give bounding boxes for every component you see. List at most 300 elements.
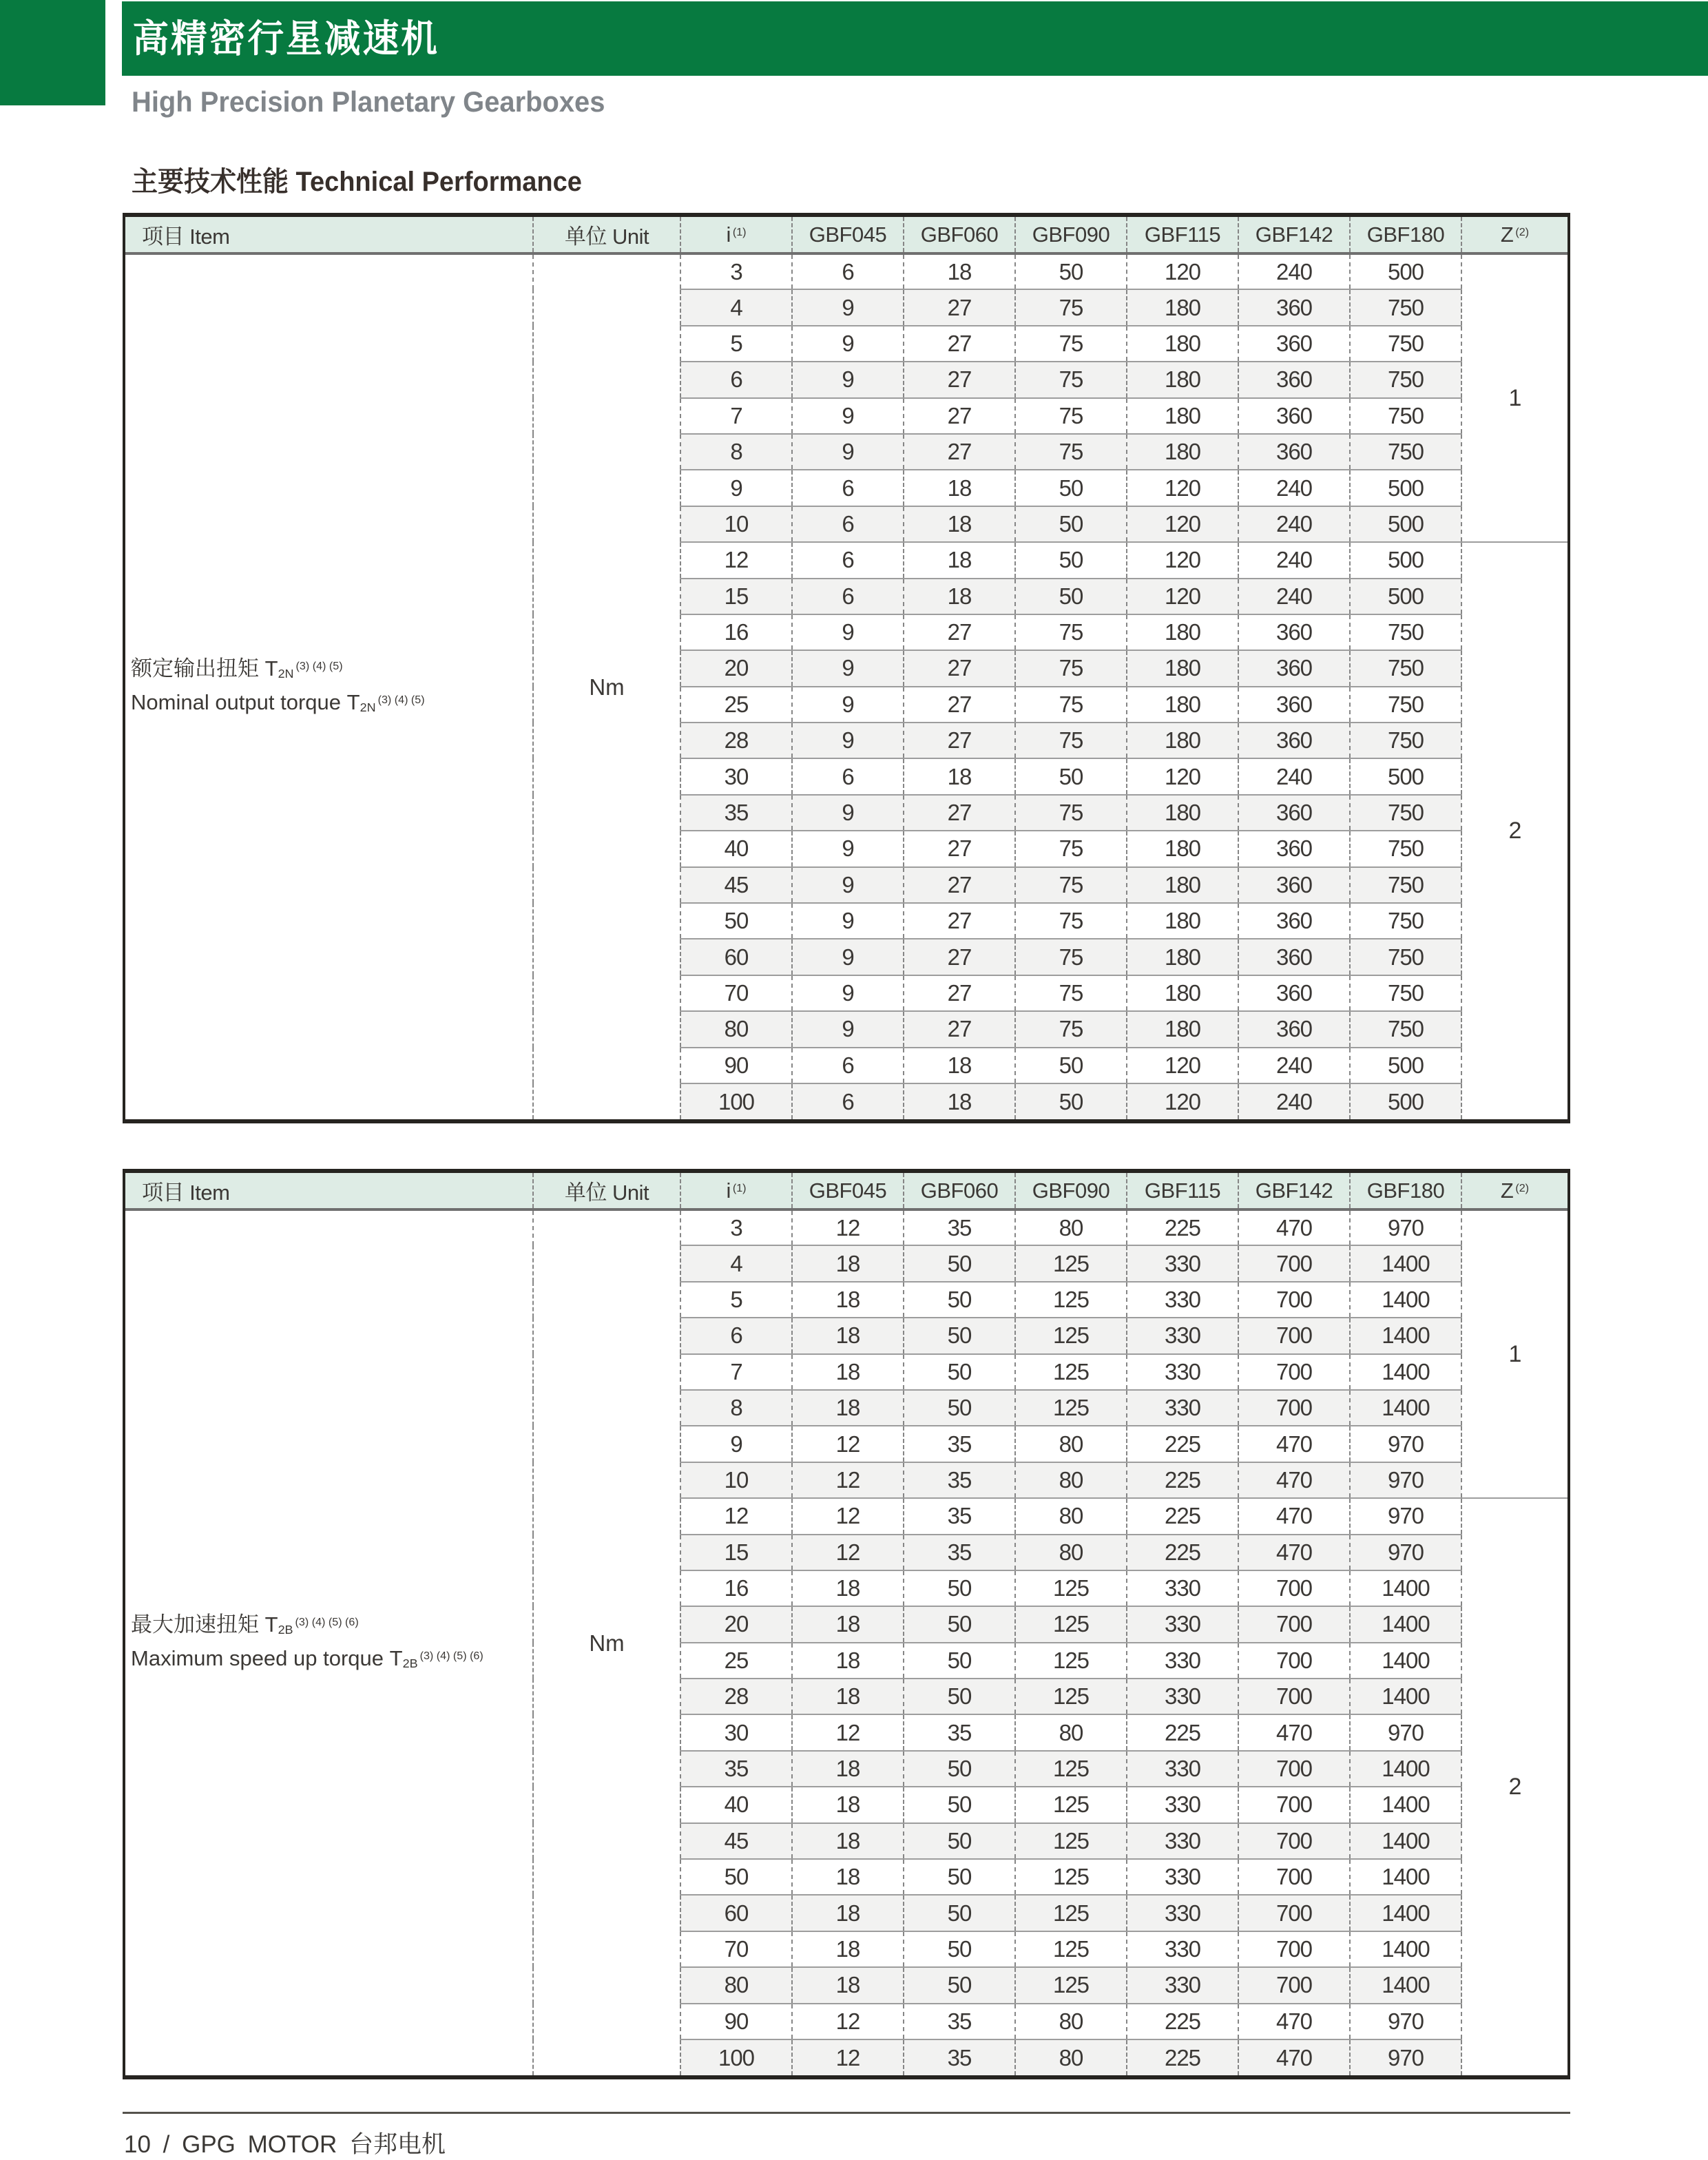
value-cell: 18 (792, 1751, 904, 1787)
ratio-cell: 9 (680, 1426, 792, 1462)
ratio-cell: 45 (680, 867, 792, 903)
value-cell: 18 (792, 1931, 904, 1967)
ratio-cell: 80 (680, 1967, 792, 2003)
green-accent-square (0, 0, 105, 105)
value-cell: 970 (1350, 1209, 1461, 1245)
value-cell: 27 (904, 687, 1015, 723)
value-cell: 18 (792, 1390, 904, 1426)
value-cell: 75 (1015, 939, 1127, 975)
value-cell: 12 (792, 2004, 904, 2039)
ratio-cell: 35 (680, 795, 792, 831)
value-cell: 125 (1015, 1282, 1127, 1318)
value-cell: 6 (792, 758, 904, 794)
value-cell: 18 (792, 1606, 904, 1642)
value-cell: 500 (1350, 506, 1461, 542)
col-header-model: GBF045 (792, 217, 904, 253)
value-cell: 500 (1350, 253, 1461, 289)
value-cell: 225 (1127, 1498, 1238, 1534)
value-cell: 50 (904, 1354, 1015, 1390)
value-cell: 50 (904, 1823, 1015, 1859)
value-cell: 18 (904, 542, 1015, 578)
value-cell: 470 (1238, 1209, 1350, 1245)
value-cell: 50 (904, 1931, 1015, 1967)
value-cell: 700 (1238, 1859, 1350, 1895)
value-cell: 750 (1350, 398, 1461, 434)
value-cell: 50 (904, 1318, 1015, 1353)
col-header-stages: Z $^{(2)}$ (1461, 1173, 1568, 1209)
value-cell: 80 (1015, 2004, 1127, 2039)
value-cell: 1400 (1350, 1245, 1461, 1281)
ratio-cell: 70 (680, 1931, 792, 1967)
value-cell: 50 (904, 1751, 1015, 1787)
value-cell: 120 (1127, 1083, 1238, 1119)
value-cell: 700 (1238, 1318, 1350, 1353)
value-cell: 970 (1350, 2039, 1461, 2075)
value-cell: 120 (1127, 758, 1238, 794)
value-cell: 75 (1015, 650, 1127, 686)
value-cell: 27 (904, 398, 1015, 434)
value-cell: 50 (1015, 470, 1127, 506)
value-cell: 360 (1238, 867, 1350, 903)
value-cell: 120 (1127, 1048, 1238, 1083)
col-header-model: GBF090 (1015, 1173, 1127, 1209)
value-cell: 750 (1350, 1011, 1461, 1047)
value-cell: 225 (1127, 2039, 1238, 2075)
footer-page-label: 10 / GPG MOTOR 台邦电机 (124, 2131, 446, 2158)
value-cell: 18 (904, 253, 1015, 289)
value-cell: 6 (792, 542, 904, 578)
value-cell: 9 (792, 723, 904, 758)
value-cell: 75 (1015, 867, 1127, 903)
value-cell: 330 (1127, 1570, 1238, 1606)
unit-cell: Nm (533, 1209, 680, 2075)
value-cell: 125 (1015, 1859, 1127, 1895)
ratio-cell: 40 (680, 1787, 792, 1823)
value-cell: 330 (1127, 1787, 1238, 1823)
value-cell: 18 (792, 1787, 904, 1823)
value-cell: 500 (1350, 758, 1461, 794)
value-cell: 750 (1350, 362, 1461, 397)
col-header-model: GBF115 (1127, 217, 1238, 253)
value-cell: 360 (1238, 795, 1350, 831)
value-cell: 180 (1127, 289, 1238, 325)
ratio-cell: 25 (680, 1643, 792, 1679)
value-cell: 6 (792, 253, 904, 289)
value-cell: 80 (1015, 1426, 1127, 1462)
value-cell: 225 (1127, 2004, 1238, 2039)
value-cell: 700 (1238, 1354, 1350, 1390)
value-cell: 470 (1238, 1535, 1350, 1570)
value-cell: 500 (1350, 470, 1461, 506)
value-cell: 125 (1015, 1931, 1127, 1967)
value-cell: 18 (792, 1318, 904, 1353)
col-header-model: GBF115 (1127, 1173, 1238, 1209)
value-cell: 330 (1127, 1354, 1238, 1390)
value-cell: 180 (1127, 434, 1238, 470)
ratio-cell: 28 (680, 723, 792, 758)
value-cell: 35 (904, 1462, 1015, 1498)
value-cell: 1400 (1350, 1282, 1461, 1318)
value-cell: 1400 (1350, 1787, 1461, 1823)
value-cell: 12 (792, 1426, 904, 1462)
ratio-cell: 100 (680, 2039, 792, 2075)
value-cell: 9 (792, 650, 904, 686)
value-cell: 700 (1238, 1643, 1350, 1679)
value-cell: 750 (1350, 867, 1461, 903)
value-cell: 1400 (1350, 1823, 1461, 1859)
value-cell: 970 (1350, 1498, 1461, 1534)
value-cell: 470 (1238, 1426, 1350, 1462)
col-header-model: GBF180 (1350, 217, 1461, 253)
ratio-cell: 12 (680, 542, 792, 578)
value-cell: 470 (1238, 1462, 1350, 1498)
ratio-cell: 40 (680, 831, 792, 866)
value-cell: 470 (1238, 2039, 1350, 2075)
value-cell: 240 (1238, 470, 1350, 506)
page-title: 高精密行星减速机 (132, 17, 439, 60)
ratio-cell: 5 (680, 326, 792, 362)
value-cell: 6 (792, 506, 904, 542)
value-cell: 50 (904, 1282, 1015, 1318)
ratio-cell: 5 (680, 1282, 792, 1318)
value-cell: 50 (1015, 253, 1127, 289)
value-cell: 27 (904, 903, 1015, 939)
value-cell: 80 (1015, 1714, 1127, 1750)
value-cell: 50 (904, 1679, 1015, 1714)
value-cell: 470 (1238, 1498, 1350, 1534)
value-cell: 9 (792, 326, 904, 362)
value-cell: 75 (1015, 362, 1127, 397)
value-cell: 360 (1238, 326, 1350, 362)
ratio-cell: 7 (680, 398, 792, 434)
performance-table (125, 1173, 1568, 2075)
value-cell: 500 (1350, 579, 1461, 614)
value-cell: 12 (792, 1462, 904, 1498)
value-cell: 330 (1127, 1318, 1238, 1353)
value-cell: 360 (1238, 434, 1350, 470)
value-cell: 750 (1350, 326, 1461, 362)
value-cell: 360 (1238, 687, 1350, 723)
value-cell: 360 (1238, 1011, 1350, 1047)
value-cell: 18 (792, 1570, 904, 1606)
value-cell: 700 (1238, 1895, 1350, 1931)
value-cell: 330 (1127, 1390, 1238, 1426)
value-cell: 1400 (1350, 1859, 1461, 1895)
value-cell: 50 (904, 1390, 1015, 1426)
value-cell: 50 (904, 1859, 1015, 1895)
value-cell: 12 (792, 1535, 904, 1570)
value-cell: 330 (1127, 1643, 1238, 1679)
value-cell: 12 (792, 1498, 904, 1534)
value-cell: 1400 (1350, 1390, 1461, 1426)
value-cell: 18 (792, 1245, 904, 1281)
ratio-cell: 80 (680, 1011, 792, 1047)
value-cell: 1400 (1350, 1895, 1461, 1931)
ratio-cell: 9 (680, 470, 792, 506)
value-cell: 75 (1015, 1011, 1127, 1047)
ratio-cell: 6 (680, 362, 792, 397)
value-cell: 700 (1238, 1787, 1350, 1823)
value-cell: 27 (904, 289, 1015, 325)
value-cell: 330 (1127, 1931, 1238, 1967)
value-cell: 240 (1238, 542, 1350, 578)
value-cell: 125 (1015, 1679, 1127, 1714)
value-cell: 9 (792, 975, 904, 1011)
value-cell: 27 (904, 650, 1015, 686)
col-header-model: GBF180 (1350, 1173, 1461, 1209)
value-cell: 750 (1350, 434, 1461, 470)
table-row (125, 253, 1568, 289)
value-cell: 80 (1015, 1209, 1127, 1245)
value-cell: 50 (1015, 758, 1127, 794)
ratio-cell: 100 (680, 1083, 792, 1119)
value-cell: 27 (904, 867, 1015, 903)
value-cell: 970 (1350, 1426, 1461, 1462)
value-cell: 700 (1238, 1967, 1350, 2003)
value-cell: 240 (1238, 253, 1350, 289)
value-cell: 18 (792, 1679, 904, 1714)
section-title: 主要技术性能 Technical Performance (132, 167, 582, 197)
value-cell: 180 (1127, 326, 1238, 362)
value-cell: 360 (1238, 939, 1350, 975)
value-cell: 50 (1015, 506, 1127, 542)
value-cell: 50 (1015, 542, 1127, 578)
value-cell: 27 (904, 975, 1015, 1011)
value-cell: 225 (1127, 1535, 1238, 1570)
value-cell: 970 (1350, 1714, 1461, 1750)
value-cell: 75 (1015, 398, 1127, 434)
value-cell: 18 (904, 470, 1015, 506)
value-cell: 9 (792, 1011, 904, 1047)
value-cell: 9 (792, 831, 904, 866)
header-row (125, 217, 1568, 253)
value-cell: 700 (1238, 1751, 1350, 1787)
ratio-cell: 60 (680, 939, 792, 975)
value-cell: 18 (904, 1083, 1015, 1119)
ratio-cell: 60 (680, 1895, 792, 1931)
col-header-item: 项目 Item (125, 1173, 533, 1209)
value-cell: 18 (792, 1354, 904, 1390)
ratio-cell: 7 (680, 1354, 792, 1390)
value-cell: 750 (1350, 289, 1461, 325)
col-header-ratio: i $^{(1)}$ (680, 217, 792, 253)
ratio-cell: 25 (680, 687, 792, 723)
value-cell: 75 (1015, 614, 1127, 650)
value-cell: 6 (792, 1083, 904, 1119)
value-cell: 500 (1350, 1083, 1461, 1119)
value-cell: 80 (1015, 1498, 1127, 1534)
value-cell: 225 (1127, 1209, 1238, 1245)
value-cell: 240 (1238, 579, 1350, 614)
value-cell: 18 (792, 1823, 904, 1859)
value-cell: 125 (1015, 1606, 1127, 1642)
col-header-model: GBF060 (904, 1173, 1015, 1209)
value-cell: 180 (1127, 687, 1238, 723)
value-cell: 125 (1015, 1390, 1127, 1426)
value-cell: 240 (1238, 506, 1350, 542)
value-cell: 700 (1238, 1931, 1350, 1967)
value-cell: 35 (904, 1209, 1015, 1245)
value-cell: 125 (1015, 1354, 1127, 1390)
ratio-cell: 90 (680, 2004, 792, 2039)
ratio-cell: 16 (680, 614, 792, 650)
item-label-en: Nominal output torque $T2N^{(3) (4) (5)}$ (131, 689, 425, 714)
value-cell: 75 (1015, 434, 1127, 470)
value-cell: 225 (1127, 1714, 1238, 1750)
value-cell: 240 (1238, 758, 1350, 794)
table-row (125, 1209, 1568, 1245)
value-cell: 27 (904, 614, 1015, 650)
ratio-cell: 15 (680, 1535, 792, 1570)
value-cell: 1400 (1350, 1931, 1461, 1967)
value-cell: 80 (1015, 1535, 1127, 1570)
value-cell: 9 (792, 867, 904, 903)
value-cell: 180 (1127, 398, 1238, 434)
torque-symbol: $T2N^{(3) (4) (5)}$ (264, 656, 343, 681)
value-cell: 750 (1350, 975, 1461, 1011)
value-cell: 330 (1127, 1606, 1238, 1642)
value-cell: 360 (1238, 362, 1350, 397)
value-cell: 18 (904, 579, 1015, 614)
value-cell: 12 (792, 1714, 904, 1750)
value-cell: 240 (1238, 1048, 1350, 1083)
value-cell: 700 (1238, 1245, 1350, 1281)
value-cell: 330 (1127, 1245, 1238, 1281)
ratio-cell: 30 (680, 1714, 792, 1750)
value-cell: 75 (1015, 687, 1127, 723)
value-cell: 50 (904, 1245, 1015, 1281)
ratio-cell: 90 (680, 1048, 792, 1083)
nominal-torque-table (123, 213, 1570, 1123)
value-cell: 50 (904, 1895, 1015, 1931)
value-cell: 700 (1238, 1679, 1350, 1714)
value-cell: 50 (904, 1967, 1015, 2003)
value-cell: 50 (1015, 1083, 1127, 1119)
value-cell: 125 (1015, 1245, 1127, 1281)
value-cell: 125 (1015, 1787, 1127, 1823)
page-header-bar (122, 1, 1708, 76)
col-header-stages: Z $^{(2)}$ (1461, 217, 1568, 253)
value-cell: 180 (1127, 723, 1238, 758)
value-cell: 80 (1015, 2039, 1127, 2075)
value-cell: 180 (1127, 650, 1238, 686)
value-cell: 360 (1238, 289, 1350, 325)
value-cell: 35 (904, 1535, 1015, 1570)
value-cell: 180 (1127, 1011, 1238, 1047)
ratio-cell: 15 (680, 579, 792, 614)
value-cell: 970 (1350, 2004, 1461, 2039)
value-cell: 50 (904, 1643, 1015, 1679)
item-label-en: Maximum speed up torque $T2B^{(3) (4) (5) (6)}$ (131, 1645, 483, 1670)
value-cell: 50 (1015, 1048, 1127, 1083)
max-speedup-torque-table (123, 1169, 1570, 2079)
value-cell: 500 (1350, 542, 1461, 578)
value-cell: 970 (1350, 1462, 1461, 1498)
torque-symbol: $T2B^{(3) (4) (5) (6)}$ (264, 1612, 359, 1637)
ratio-cell: 3 (680, 1209, 792, 1245)
ratio-cell: 12 (680, 1498, 792, 1534)
header-row (125, 1173, 1568, 1209)
value-cell: 225 (1127, 1426, 1238, 1462)
value-cell: 125 (1015, 1643, 1127, 1679)
value-cell: 6 (792, 579, 904, 614)
value-cell: 18 (792, 1967, 904, 2003)
value-cell: 125 (1015, 1823, 1127, 1859)
unit-cell: Nm (533, 253, 680, 1119)
ratio-cell: 3 (680, 253, 792, 289)
value-cell: 27 (904, 326, 1015, 362)
ratio-cell: 20 (680, 650, 792, 686)
ratio-cell: 16 (680, 1570, 792, 1606)
value-cell: 330 (1127, 1282, 1238, 1318)
value-cell: 240 (1238, 1083, 1350, 1119)
value-cell: 125 (1015, 1751, 1127, 1787)
value-cell: 330 (1127, 1859, 1238, 1895)
value-cell: 18 (792, 1895, 904, 1931)
col-header-model: GBF142 (1238, 1173, 1350, 1209)
value-cell: 9 (792, 939, 904, 975)
ratio-cell: 4 (680, 289, 792, 325)
value-cell: 700 (1238, 1606, 1350, 1642)
value-cell: 180 (1127, 362, 1238, 397)
value-cell: 120 (1127, 470, 1238, 506)
value-cell: 27 (904, 1011, 1015, 1047)
value-cell: 80 (1015, 1462, 1127, 1498)
value-cell: 9 (792, 795, 904, 831)
value-cell: 1400 (1350, 1643, 1461, 1679)
col-header-model: GBF142 (1238, 217, 1350, 253)
col-header-model: GBF045 (792, 1173, 904, 1209)
value-cell: 9 (792, 687, 904, 723)
value-cell: 1400 (1350, 1967, 1461, 2003)
value-cell: 18 (904, 506, 1015, 542)
value-cell: 9 (792, 614, 904, 650)
value-cell: 35 (904, 1714, 1015, 1750)
z-stage-cell: 2 (1461, 1498, 1568, 2075)
value-cell: 6 (792, 470, 904, 506)
torque-symbol: $T2N^{(3) (4) (5)}$ (346, 689, 425, 714)
value-cell: 1400 (1350, 1751, 1461, 1787)
value-cell: 360 (1238, 614, 1350, 650)
col-header-ratio: i $^{(1)}$ (680, 1173, 792, 1209)
value-cell: 6 (792, 1048, 904, 1083)
value-cell: 330 (1127, 1823, 1238, 1859)
ratio-cell: 10 (680, 506, 792, 542)
value-cell: 750 (1350, 650, 1461, 686)
ratio-cell: 4 (680, 1245, 792, 1281)
value-cell: 50 (904, 1606, 1015, 1642)
value-cell: 470 (1238, 2004, 1350, 2039)
ratio-cell: 8 (680, 434, 792, 470)
value-cell: 27 (904, 362, 1015, 397)
value-cell: 125 (1015, 1895, 1127, 1931)
value-cell: 9 (792, 903, 904, 939)
ratio-cell: 8 (680, 1390, 792, 1426)
value-cell: 180 (1127, 831, 1238, 866)
value-cell: 18 (904, 1048, 1015, 1083)
value-cell: 360 (1238, 975, 1350, 1011)
value-cell: 700 (1238, 1282, 1350, 1318)
value-cell: 180 (1127, 975, 1238, 1011)
value-cell: 225 (1127, 1462, 1238, 1498)
ratio-cell: 70 (680, 975, 792, 1011)
value-cell: 470 (1238, 1714, 1350, 1750)
col-header-model: GBF060 (904, 217, 1015, 253)
value-cell: 27 (904, 831, 1015, 866)
col-header-unit: 单位 Unit (533, 217, 680, 253)
value-cell: 75 (1015, 903, 1127, 939)
footer-rule (123, 2112, 1570, 2114)
